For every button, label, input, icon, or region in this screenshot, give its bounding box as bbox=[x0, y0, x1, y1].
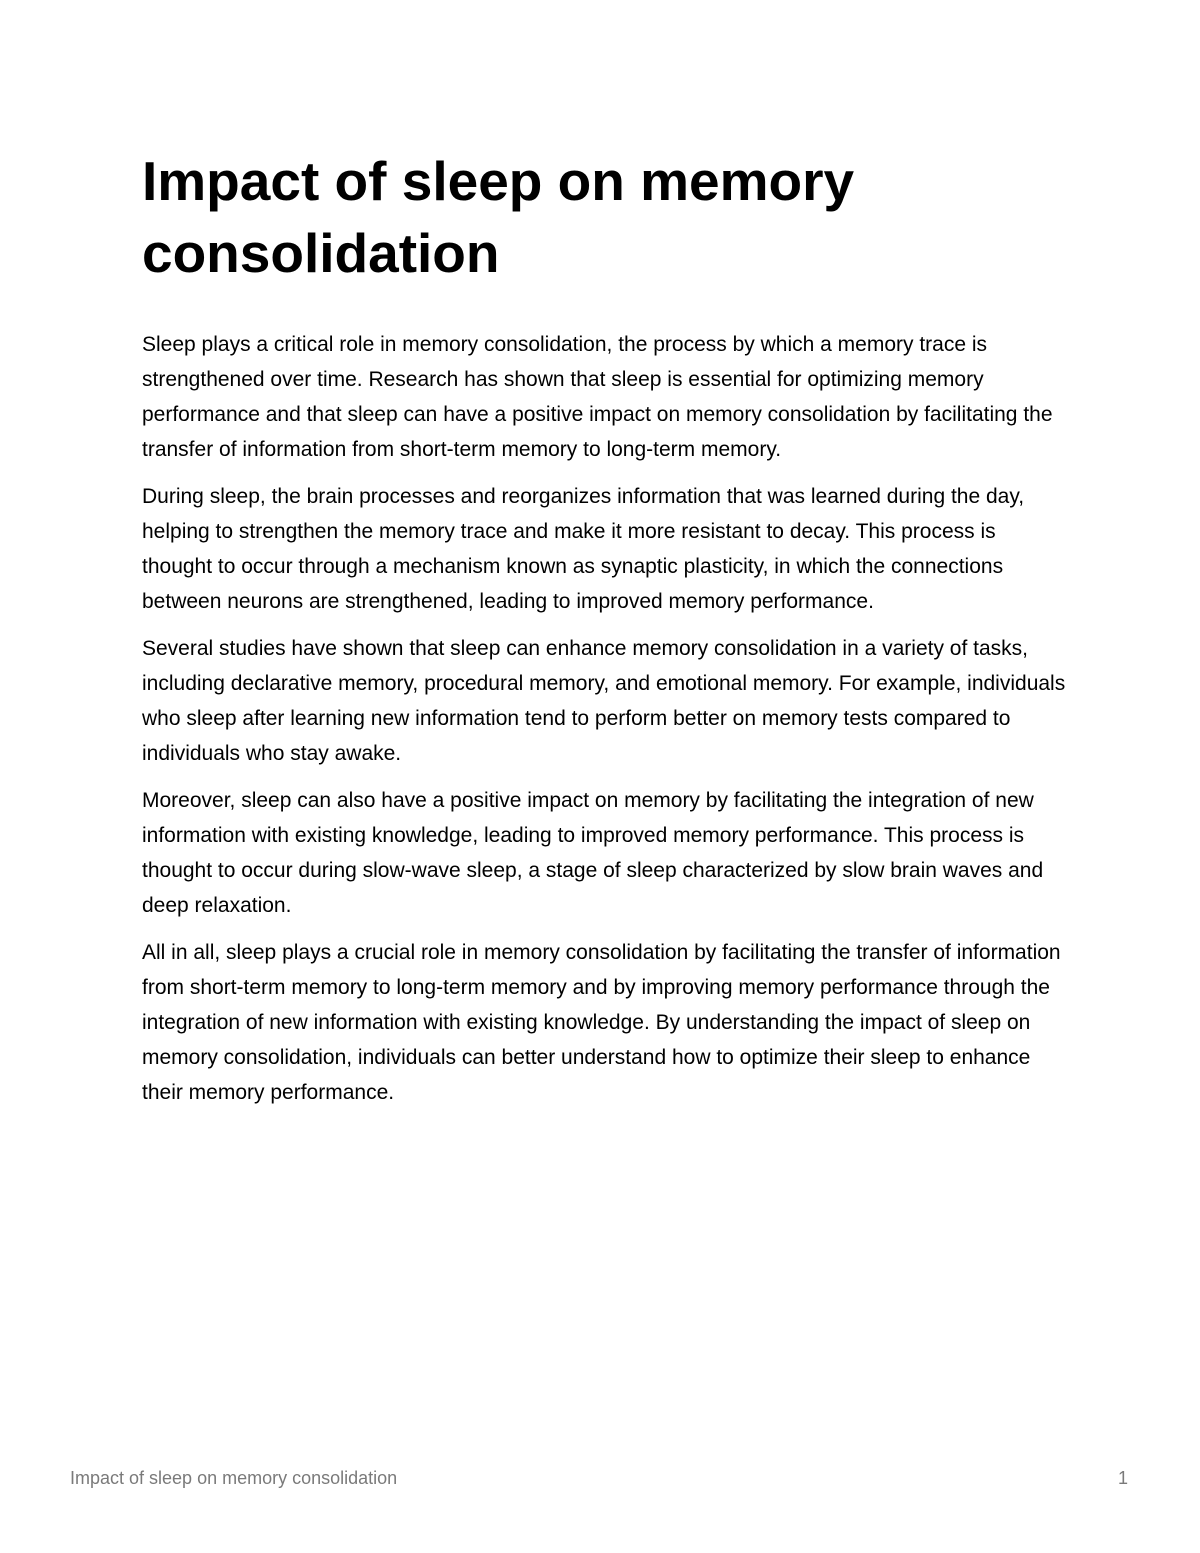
footer-page-number: 1 bbox=[1117, 1468, 1128, 1488]
body-paragraph-4: Moreover, sleep can also have a positive impact on memory by facilitating the integration of new information with existing knowledge, leading to improved memory performance. This process is thought to occur during slow-wave sleep, a stage of sleep characterized by slow brain waves and deep relaxation. bbox=[142, 789, 1044, 917]
body-paragraph-2: During sleep, the brain processes and reorganizes information that was learned during the day, helping to strengthen the memory trace and make it more resistant to decay. This process is thought to occur through a mechanism known as synaptic plasticity, in which the connections between neurons are strengthened, leading to improved memory performance. bbox=[142, 485, 1025, 613]
footer-document-title: Impact of sleep on memory consolidation bbox=[70, 1468, 398, 1488]
body-paragraph-5: All in all, sleep plays a crucial role in memory consolidation by facilitating the transfer of information from short-term memory to long-term memory and by improving memory performance through the integration of new information with existing knowledge. By understanding the impact of sleep on memory consolidation, individuals can better understand how to optimize their sleep to enhance their memory performance. bbox=[142, 941, 1061, 1104]
page-title: Impact of sleep on memory consolidation bbox=[142, 150, 855, 284]
document-body bbox=[142, 327, 1067, 1122]
body-paragraph-3: Several studies have shown that sleep can enhance memory consolidation in a variety of tasks, including declarative memory, procedural memory, and emotional memory. For example, individuals who sleep after learning new information tend to perform better on memory tests compared to individuals who stay awake. bbox=[142, 637, 1066, 765]
body-paragraph-1: Sleep plays a critical role in memory consolidation, the process by which a memory trace is strengthened over time. Research has shown that sleep is essential for optimizing memory performance and that sleep can have a positive impact on memory consolidation by facilitating the transfer of information from short-term memory to long-term memory. bbox=[142, 333, 1053, 461]
